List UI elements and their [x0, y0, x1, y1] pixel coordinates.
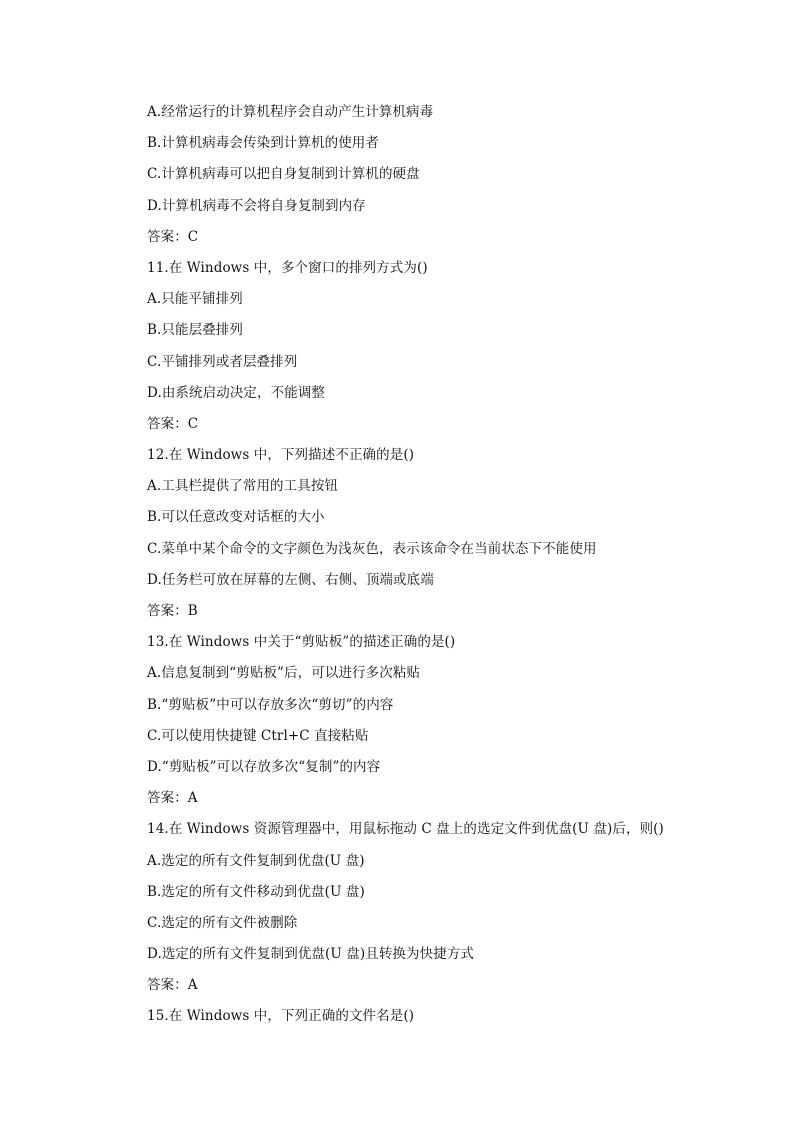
- option-line: C.可以使用快捷键 Ctrl+C 直接粘贴: [147, 727, 369, 744]
- question-line: 12.在 Windows 中，下列描述不正确的是(): [147, 447, 415, 464]
- option-line: D.任务栏可放在屏幕的左侧、右侧、顶端或底端: [147, 571, 434, 588]
- option-line: A.工具栏提供了常用的工具按钮: [147, 478, 339, 495]
- question-line: 14.在 Windows 资源管理器中，用鼠标拖动 C 盘上的选定文件到优盘(U 盘)后，则(): [147, 821, 664, 838]
- option-line: B.选定的所有文件移动到优盘(U 盘): [147, 883, 365, 900]
- option-line: D.“剪贴板”可以存放多次“复制”的内容: [147, 758, 381, 775]
- answer-line: 答案：A: [147, 790, 198, 807]
- option-line: C.平铺排列或者层叠排列: [147, 353, 298, 370]
- question-line: 15.在 Windows 中，下列正确的文件名是(): [147, 1008, 415, 1025]
- option-line: A.信息复制到“剪贴板”后，可以进行多次粘贴: [147, 665, 421, 682]
- answer-line: 答案：C: [147, 415, 199, 432]
- option-line: D.计算机病毒不会将自身复制到内存: [147, 197, 366, 214]
- option-line: B.“剪贴板”中可以存放多次“剪切”的内容: [147, 696, 394, 713]
- option-line: B.可以任意改变对话框的大小: [147, 509, 325, 526]
- option-line: D.由系统启动决定，不能调整: [147, 384, 326, 401]
- answer-line: 答案：A: [147, 977, 198, 994]
- answer-line: 答案：B: [147, 603, 198, 619]
- question-line: 11.在 Windows 中，多个窗口的排列方式为(): [147, 259, 428, 276]
- option-line: C.菜单中某个命令的文字颜色为浅灰色，表示该命令在当前状态下不能使用: [147, 540, 597, 557]
- question-line: 13.在 Windows 中关于“剪贴板”的描述正确的是(): [147, 634, 456, 651]
- option-line: A.选定的所有文件复制到优盘(U 盘): [147, 852, 365, 869]
- option-line: A.经常运行的计算机程序会自动产生计算机病毒: [147, 104, 434, 120]
- question-text-block: [147, 101, 707, 1037]
- option-line: B.计算机病毒会传染到计算机的使用者: [147, 135, 380, 152]
- option-line: D.选定的所有文件复制到优盘(U 盘)且转换为快捷方式: [147, 946, 475, 963]
- option-line: C.计算机病毒可以把自身复制到计算机的硬盘: [147, 166, 420, 183]
- option-line: C.选定的所有文件被删除: [147, 914, 298, 931]
- option-line: A.只能平铺排列: [147, 291, 243, 308]
- answer-line: 答案：C: [147, 228, 199, 245]
- option-line: B.只能层叠排列: [147, 322, 244, 339]
